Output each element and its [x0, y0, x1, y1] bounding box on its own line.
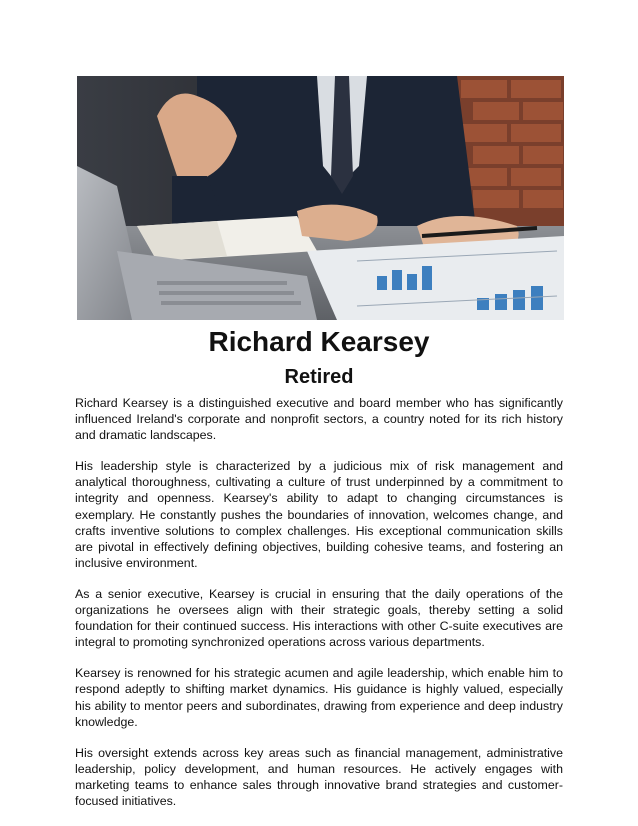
profile-name: Richard Kearsey — [208, 326, 430, 357]
biography — [75, 395, 563, 824]
profile-role: Retired — [284, 366, 354, 388]
bio-paragraph: As a senior executive, Kearsey is crucial in ensuring that the daily operations of the organizations he oversees align with their strategic goals, thereby setting a solid foundation for their continued success. His interactions with other C-suite executives are integral to promoting synchronized operations across various departments. — [75, 586, 563, 650]
hero-photo — [77, 76, 564, 320]
bio-paragraph: Kearsey is renowned for his strategic acumen and agile leadership, which enable him to respond adeptly to shifting market dynamics. His guidance is highly valued, especially his ability to mentor peers and subordinates, drawing from experience and deep industry knowledge. — [75, 666, 563, 729]
bio-paragraph: His leadership style is characterized by a judicious mix of risk management and analytical thoroughness, cultivating a culture of trust underpinned by a commitment to integrity and openness. Kearsey's ability to adapt to changing circumstances is exemplary. He constantly pushes the boundaries of innovation, welcomes change, and crafts inventive solutions to complex challenges. His exceptional communication skills are pivotal in effectively defining objectives, building cohesive teams, and fostering an inclusive environment. — [75, 459, 563, 570]
bio-paragraph: His oversight extends across key areas such as financial management, administrative leadership, policy development, and human resources. He actively engages with marketing teams to enhance sales through innovative brand strategies and customer-focused initiatives. — [75, 745, 563, 808]
brick-wall — [457, 76, 564, 226]
bio-paragraph: Richard Kearsey is a distinguished executive and board member who has significantly influenced Ireland's corporate and nonprofit sectors, a country noted for its rich history and dramatic landscapes. — [75, 396, 563, 443]
